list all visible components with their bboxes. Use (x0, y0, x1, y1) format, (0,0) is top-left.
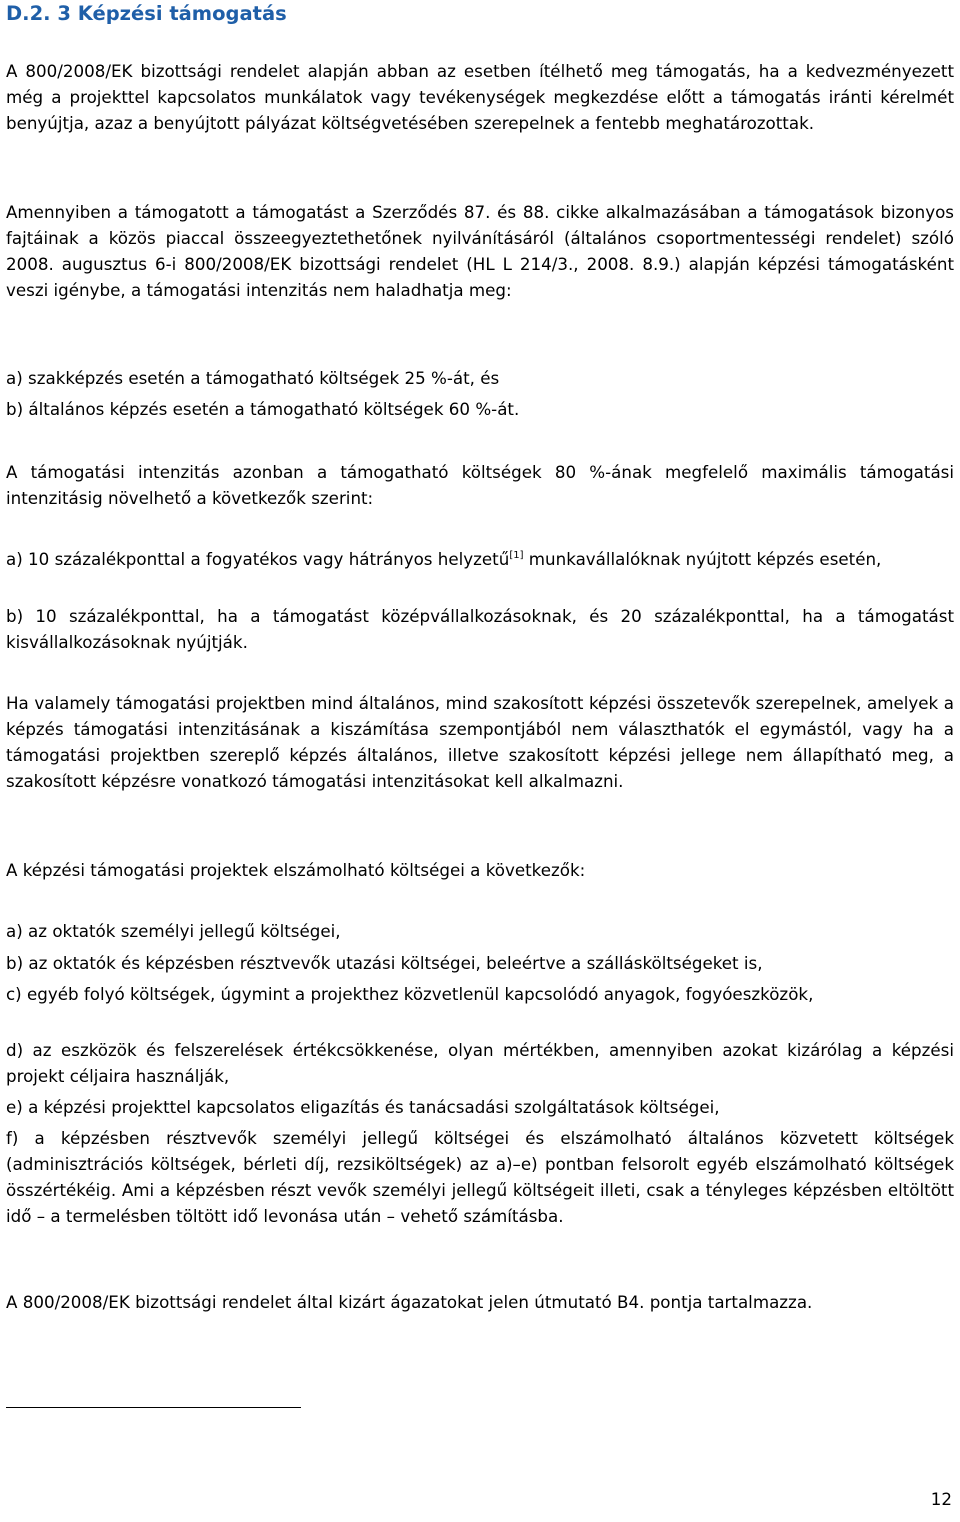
footnote-separator (6, 1407, 301, 1408)
footnote-reference[interactable]: [1] (509, 550, 524, 561)
list-item-disadvantaged-workers (6, 546, 954, 572)
list-item-text-end: munkavállalóknak nyújtott képzés esetén, (523, 549, 882, 569)
paragraph-mixed-training: Ha valamely támogatási projektben mind általános, mind szakosított képzési összetevők szerepelnek, amelyek a képzés támogatási intenzitásának a kiszámítása szempontjából nem választhatók el egymástól, vagy ha a támogatási projektben szereplő képzés általános, illetve szakosított képzési jellege nem állapítható meg, a szakosított képzésre vonatkozó támogatási intenzitásokat kell alkalmazni. (6, 693, 954, 791)
list-item-travel-costs: b) az oktatók és képzésben résztvevők utazási költségei, beleértve a szállásköltségeket is, (6, 953, 763, 973)
list-item-current-expenses: c) egyéb folyó költségek, úgymint a projekthez közvetlenül kapcsolódó anyagok, fogyóeszközök, (6, 984, 814, 1004)
list-item-guidance-services: e) a képzési projekttel kapcsolatos eligazítás és tanácsadási szolgáltatások költségei, (6, 1097, 720, 1117)
page-number: 12 (930, 1489, 952, 1509)
paragraph-excluded-sectors: A 800/2008/EK bizottsági rendelet által kizárt ágazatokat jelen útmutató B4. pontja tartalmazza. (6, 1292, 813, 1312)
list-item-enterprise-size: b) 10 százalékponttal, ha a támogatást középvállalkozásoknak, és 20 százalékponttal, ha a támogatást kisvállalkozásoknak nyújtják. (6, 606, 954, 652)
section-heading: D.2. 3 Képzési támogatás (6, 2, 287, 25)
list-item-specific-training: a) szakképzés esetén a támogatható költségek 25 %-át, és (6, 368, 500, 388)
paragraph-intensity-intro: Amennyiben a támogatott a támogatást a Szerződés 87. és 88. cikke alkalmazásában a támogatások bizonyos fajtáinak a közös piaccal összeegyeztethetőnek nyilvánításáról (általános csoportmentességi rendelet) szóló 2008. augusztus 6-i 800/2008/EK bizottsági rendelet (HL L 214/3., 2008. 8.9.) alapján képzési támogatásként veszi igénybe, a támogatási intenzitás nem haladhatja meg: (6, 202, 954, 300)
paragraph-eligibility: A 800/2008/EK bizottsági rendelet alapján abban az esetben ítélhető meg támogatás, ha a kedvezményezett még a projekttel kapcsolatos munkálatok vagy tevékenységek megkezdése előtt a támogatás iránti kérelmét benyújtja, azaz a benyújtott pályázat költségvetésében szerepelnek a fentebb meghatározottak. (6, 61, 954, 133)
list-item-general-training: b) általános képzés esetén a támogatható költségek 60 %-át. (6, 399, 520, 419)
list-item-text-start: a) 10 százalékponttal a fogyatékos vagy hátrányos helyzetű (6, 549, 510, 569)
list-item-depreciation: d) az eszközök és felszerelések értékcsökkenése, olyan mértékben, amennyiben azokat kizárólag a képzési projekt céljaira használják, (6, 1040, 954, 1086)
paragraph-intensity-increase: A támogatási intenzitás azonban a támogatható költségek 80 %-ának megfelelő maximális támogatási intenzitásig növelhető a következők szerint: (6, 462, 954, 508)
paragraph-eligible-costs-intro: A képzési támogatási projektek elszámolható költségei a következők: (6, 860, 586, 880)
list-item-trainer-costs: a) az oktatók személyi jellegű költségei, (6, 921, 341, 941)
list-item-participant-costs: f) a képzésben résztvevők személyi jellegű költségei és elszámolható általános közvetett költségek (adminisztrációs költségek, bérleti díj, rezsiköltségek) az a)–e) pontban felsorolt egyéb elszámolható költségek összértékéig. Ami a képzésben részt vevők személyi jellegű költségeit illeti, csak a tényleges képzésben eltöltött idő – a termelésben töltött idő levonása után – vehető számításba. (6, 1128, 954, 1226)
